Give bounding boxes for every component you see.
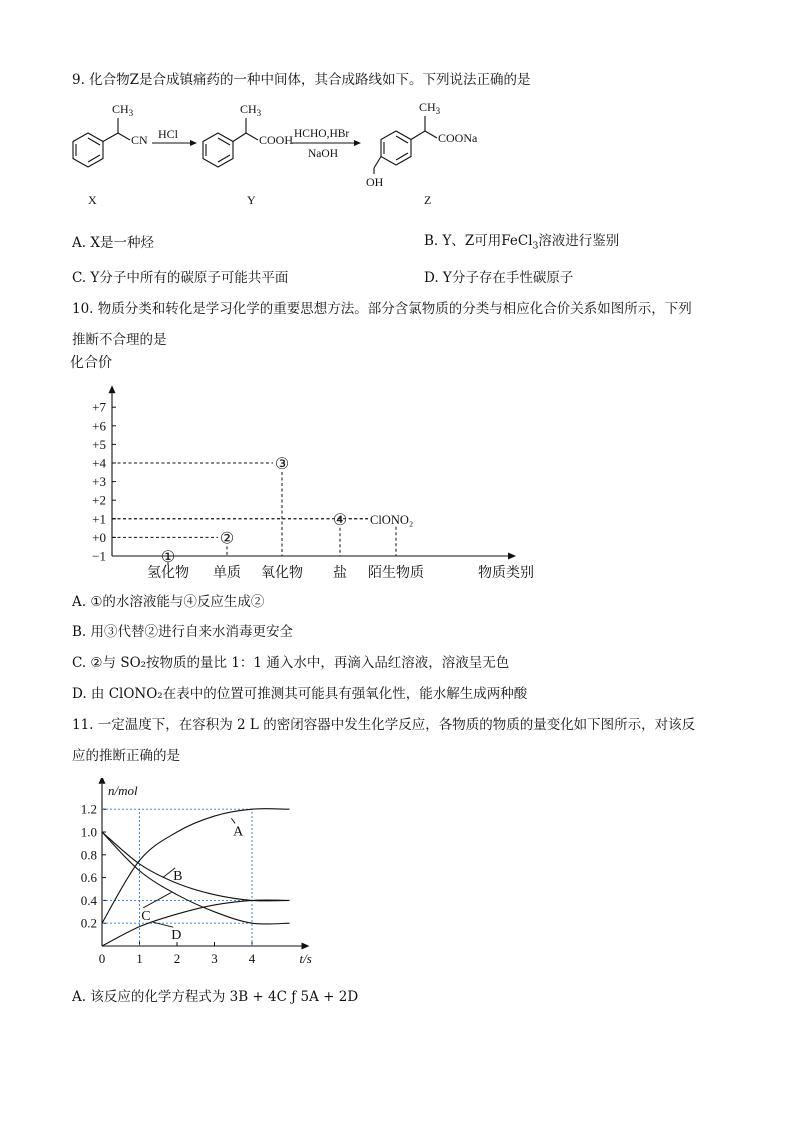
category-label: 氧化物 xyxy=(261,566,303,581)
y-tick-label: 0.2 xyxy=(80,915,97,931)
x-cn: CN xyxy=(131,133,148,147)
q9-option-b[interactable]: B. Y、Z可用FeCl$_3$溶液进行鉴别 xyxy=(424,233,620,252)
series-label-A: A xyxy=(233,824,244,840)
q9-option-d[interactable]: D. Y分子存在手性碳原子 xyxy=(424,270,574,286)
q11-stem-line1: 11. 一定温度下，在容积为 2 L 的密闭容器中发生化学反应，各物质的物质的量变化如下图所示，对该反 xyxy=(72,717,696,733)
y-axis-arrow xyxy=(99,778,106,784)
y-tick-label: 0.4 xyxy=(80,892,97,908)
q10-option-c[interactable]: C. ②与 SO₂按物质的量比 1：1 通入水中，再滴入品红溶液，溶液呈无色 xyxy=(72,655,510,671)
category-label: 盐 xyxy=(333,566,347,581)
reagent-naoh: NaOH xyxy=(308,148,339,160)
x-tick-label: 1 xyxy=(136,951,143,966)
category-label: 陌生物质 xyxy=(368,566,424,581)
x-axis-arrow xyxy=(302,943,310,950)
q11-stem-line2: 应的推断正确的是 xyxy=(72,748,180,764)
series-line-A xyxy=(102,809,290,924)
z-oh: OH xyxy=(366,175,384,189)
q11-option-a[interactable]: A. 该反应的化学方程式为 3B + 4C ƒ 5A + 2D xyxy=(72,989,359,1005)
q9-synthesis-scheme xyxy=(60,96,520,216)
x-tick-label: 2 xyxy=(173,951,181,966)
label-z: Z xyxy=(424,193,432,207)
label-y: Y xyxy=(247,193,256,207)
y-tick-label: +2 xyxy=(92,492,106,508)
x-axis-arrow xyxy=(508,553,516,560)
molecule-y xyxy=(203,118,258,167)
x-ch3: $CH_3$ xyxy=(112,102,134,118)
y-axis-label: 化合价 xyxy=(70,356,112,371)
series-line-C xyxy=(102,832,290,924)
x-tick-label: 3 xyxy=(211,951,218,966)
y-ch3: $CH_3$ xyxy=(240,102,262,118)
z-ch3: $CH_3$ xyxy=(419,100,441,116)
y-cooh: COOH xyxy=(259,133,294,147)
series-leader-A xyxy=(231,818,235,823)
point-label: ClONO₂ xyxy=(370,512,414,527)
y-tick-label: +4 xyxy=(92,455,106,471)
q10-option-a[interactable]: A. ①的水溶液能与④反应生成② xyxy=(72,594,265,610)
y-tick-label: +0 xyxy=(92,529,106,545)
valence-category-chart xyxy=(60,350,560,586)
point-marker: ② xyxy=(219,530,235,548)
category-label: 氢化物 xyxy=(147,566,189,581)
y-tick-label: +1 xyxy=(92,511,106,527)
y-tick-label: +6 xyxy=(92,418,106,434)
x-tick-label: 0 xyxy=(98,951,106,966)
y-tick-label: 1.2 xyxy=(80,801,97,817)
y-tick-label: 0.6 xyxy=(80,870,97,886)
label-x: X xyxy=(88,193,97,207)
arrow-2 xyxy=(292,140,361,146)
x-tick-label: 4 xyxy=(248,951,256,966)
z-coona: COONa xyxy=(438,131,478,145)
y-tick-label: +7 xyxy=(92,399,106,415)
reagent-hcho-hbr: HCHO,HBr xyxy=(294,128,350,140)
molecule-x xyxy=(73,118,130,167)
point-marker: ① xyxy=(160,549,176,566)
series-label-C: C xyxy=(141,908,151,924)
reagent-hcl: HCl xyxy=(158,127,179,141)
q10-stem-line2: 推断不合理的是 xyxy=(72,332,167,348)
q9-option-c[interactable]: C. Y分子中所有的碳原子可能共平面 xyxy=(72,270,289,286)
series-label-D: D xyxy=(171,928,182,944)
q9-stem: 9. 化合物Z是合成镇痛药的一种中间体，其合成路线如下。下列说法正确的是 xyxy=(72,72,531,88)
y-tick-label: 0.8 xyxy=(80,847,97,863)
point-marker: ④ xyxy=(332,511,348,529)
series-label-B: B xyxy=(173,868,183,884)
x-axis-label: 物质类别 xyxy=(478,566,534,581)
category-label: 单质 xyxy=(213,566,241,581)
series-line-B xyxy=(102,832,290,901)
q9-option-a[interactable]: A. X是一种烃 xyxy=(72,235,154,251)
q10-option-d[interactable]: D. 由 ClONO₂在表中的位置可推测其可能具有强氧化性，能水解生成两种酸 xyxy=(72,686,528,702)
q10-stem-line1: 10. 物质分类和转化是学习化学的重要思想方法。部分含氯物质的分类与相应化合价关系如图所示，下列 xyxy=(72,301,692,317)
y-tick-label: −1 xyxy=(92,548,106,564)
point-marker: ③ xyxy=(274,456,290,473)
y-tick-label: 1.0 xyxy=(80,824,97,840)
x-axis-label: t/s xyxy=(299,951,312,966)
y-axis-arrow xyxy=(109,385,116,393)
y-tick-label: +5 xyxy=(92,436,106,452)
molecule-z xyxy=(374,116,437,174)
q10-option-b[interactable]: B. 用③代替②进行自来水消毒更安全 xyxy=(72,624,294,640)
y-tick-label: +3 xyxy=(92,474,106,490)
amount-time-chart xyxy=(75,778,315,973)
y-axis-label: n/mol xyxy=(108,783,138,798)
